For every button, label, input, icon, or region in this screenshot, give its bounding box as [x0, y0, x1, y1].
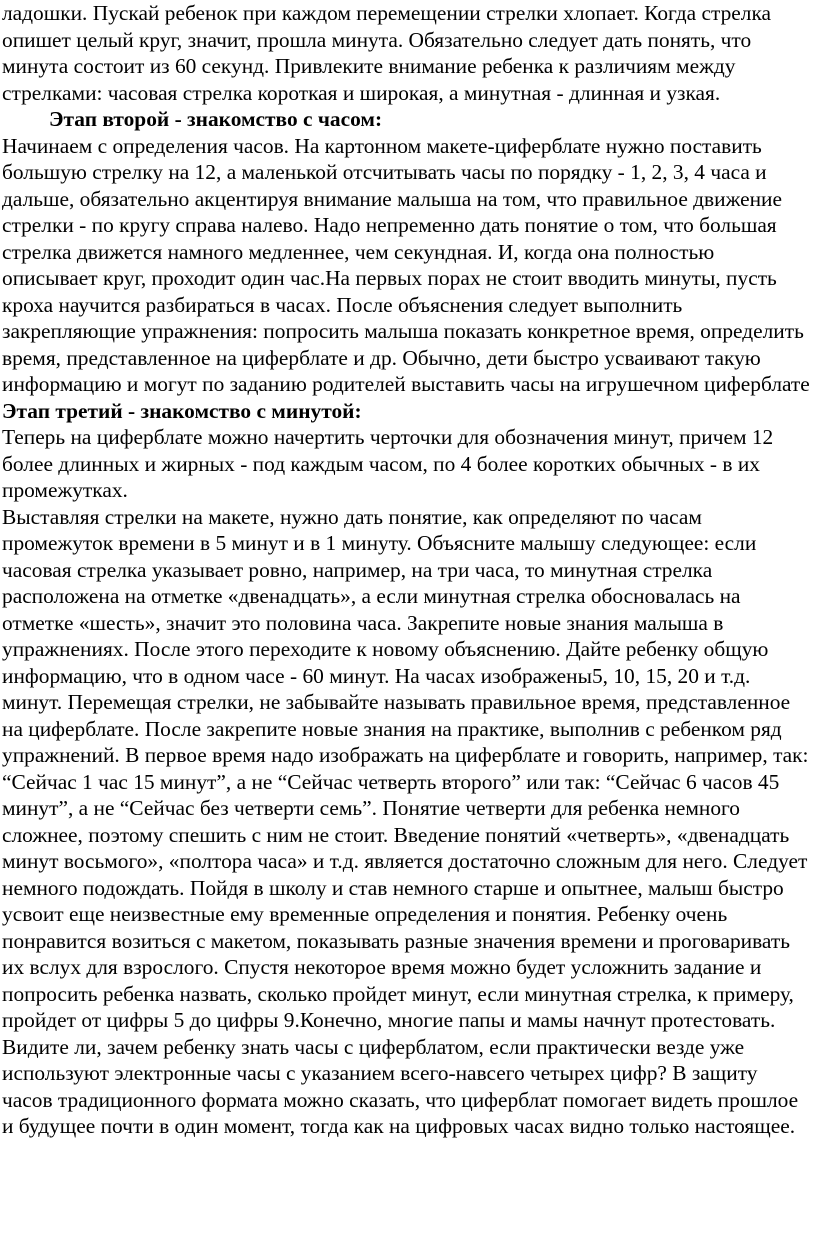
paragraph-intro: ладошки. Пускай ребенок при каждом перемещении стрелки хлопает. Когда стрелка опишет целый круг, значит, прошла минута. Обязательно следует дать понять, что минута состоит из 60 секунд. Привлеките внимание ребенка к различиям между стрелками: часовая стрелка короткая и широкая, а минутная - длинная и узкая. — [2, 1, 772, 105]
paragraph-stage-three-marks: Теперь на циферблате можно начертить черточки для обозначения минут, причем 12 более длинных и жирных - под каждым часом, по 4 более коротких обычных - в их промежутках. — [2, 425, 774, 502]
heading-stage-three: Этап третий - знакомство с минутой: — [2, 398, 362, 423]
paragraph-stage-two: Начинаем с определения часов. На картонном макете-циферблате нужно поставить большую стрелку на 12, а маленькой отсчитывать часы по порядку - 1, 2, 3, 4 часа и дальше, обязательно акцентируя внимание малыша на том, что правильное движение стрелки - по кругу справа налево. Надо непременно дать понятие о том, что большая стрелка движется намного медленнее, чем секундная. И, когда она полностью описывает круг, проходит один час.На первых порах не стоит вводить минуты, пусть кроха научится разбираться в часах. После объяснения следует выполнить закрепляющие упражнения: попросить малыша показать конкретное время, определить время, представленное на циферблате и др. Обычно, дети быстро усваивают такую информацию и могут по заданию родителей выставить часы на игрушечном циферблате — [2, 133, 810, 396]
heading-stage-two: Этап второй - знакомство с часом: — [49, 107, 383, 131]
paragraph-stage-three-main: Выставляя стрелки на макете, нужно дать понятие, как определяют по часам промежуток времени в 5 минут и в 1 минуту. Объясните малышу следующее: если часовая стрелка указывает ровно, например, на три часа, то минутная стрелка расположена на отметке «двенадцать», а если минутная стрелка обосновалась на отметке «шесть», значит это половина часа. Закрепите новые знания малыша в упражнениях. После этого переходите к новому объяснению. Дайте ребенку общую информацию, что в одном часе - 60 минут. На часах изображены5, 10, 15, 20 и т.д. минут. Перемещая стрелки, не забывайте называть правильное время, представленное на циферблате. После закрепите новые знания на практике, выполнив с ребенком ряд упражнений. В первое время надо изображать на циферблате и говорить, например, так: “Сейчас 1 час 15 минут”, а не “Сейчас четверть второго” или так: “Сейчас 6 часов 45 минут”, а не “Сейчас без четверти семь”. Понятие четверти для ребенка немного сложнее, поэтому спешить с ним не стоит. Введение понятий «четверть», «двенадцать минут восьмого», «полтора часа» и т.д. является достаточно сложным для него. Следует немного подождать. Пойдя в школу и став немного старше и опытнее, малыш быстро усвоит еще неизвестные ему временные определения и понятия. Ребенку очень понравится возиться с макетом, показывать разные значения времени и проговаривать их вслух для взрослого. Спустя некоторое время можно будет усложнить задание и попросить ребенка назвать, сколько пройдет минут, если минутная стрелка, к примеру, пройдет от цифры 5 до цифры 9.Конечно, многие папы и мамы начнут протестовать. Видите ли, зачем ребенку знать часы с циферблатом, если практически везде уже используют электронные часы с указанием всего-навсего четырех цифр? В защиту часов традиционного формата можно сказать, что циферблат помогает видеть прошлое и будущее почти в один момент, тогда как на цифровых часах видно только настоящее. — [2, 504, 809, 1138]
